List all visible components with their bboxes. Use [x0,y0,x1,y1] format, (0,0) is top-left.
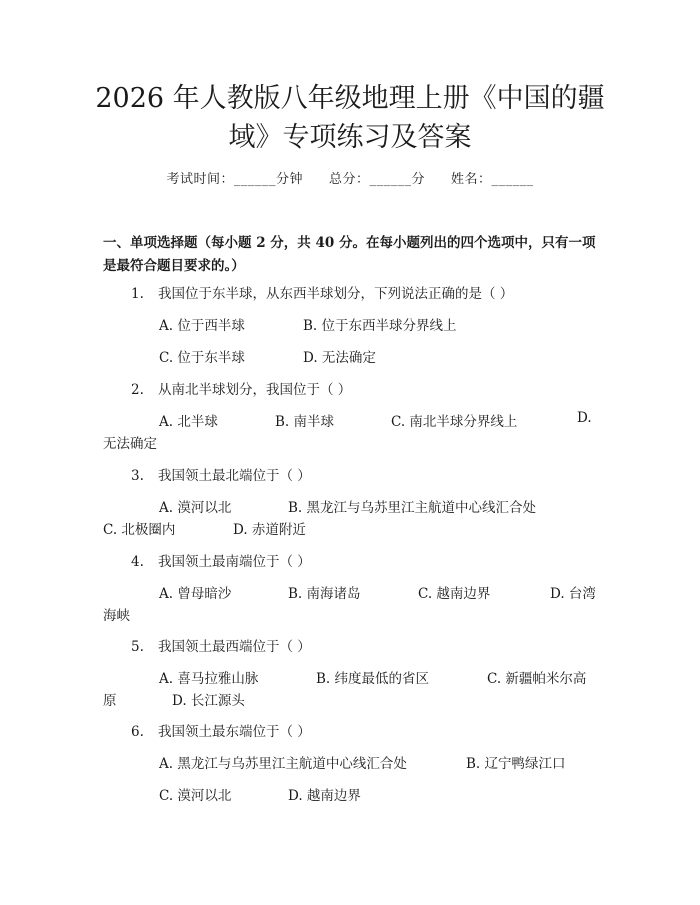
question-stem [131,550,311,570]
option-b: B. 纬度最低的省区 [316,671,430,687]
option-d: D. 无法确定 [303,350,376,366]
question-text: 我国领土最南端位于（ ） [158,554,311,570]
question-text: 我国领土最北端位于（ ） [158,468,311,484]
option-a: A. 曾母暗沙 [159,586,232,602]
question-number: 2. [131,382,144,398]
question-stem [131,720,311,740]
option-b: B. 南海诸岛 [288,586,361,602]
question-stem [131,378,351,398]
question-text: 从南北半球划分，我国位于（ ） [158,382,352,398]
option-c: C. 北极圈内 [103,522,176,538]
question-stem [131,282,513,302]
option-c: C. 越南边界 [418,586,491,602]
option-a: A. 位于西半球 [159,318,245,334]
title-line-2: 域》专项练习及答案 [228,122,472,153]
question-text: 我国领土最西端位于（ ） [158,639,311,655]
option-a: A. 黑龙江与乌苏里江主航道中心线汇合处 [159,756,407,772]
question-number: 5. [131,639,144,655]
option-b: B. 辽宁鸭绿江口 [466,756,566,772]
question-stem [131,464,311,484]
question-text: 我国领土最东端位于（ ） [158,724,311,740]
question-text: 我国位于东半球，从东西半球划分，下列说法正确的是（ ） [158,286,514,302]
option-d: D. 长江源头 [172,693,245,709]
question-number: 6. [131,724,144,740]
exam-meta [0,168,700,187]
option-d-prefix: D. [577,410,592,426]
question-number: 3. [131,468,144,484]
option-c: C. 南北半球分界线上 [391,414,518,430]
option-c-prefix: C. 新疆帕米尔高 [487,671,587,687]
option-a: A. 漠河以北 [159,500,232,516]
section-heading: 一、单项选择题（每小题 2 分，共 40 分。在每小题列出的四个选项中，只有一项是最符合题目要求的。） [103,235,596,274]
option-d: D. 越南边界 [288,788,361,804]
option-a: A. 喜马拉雅山脉 [159,671,259,687]
option-c: C. 漠河以北 [159,788,232,804]
option-c: C. 位于东半球 [159,350,245,366]
option-b: B. 南半球 [275,414,335,430]
option-d-text: 无法确定 [103,436,157,452]
option-b: B. 黑龙江与乌苏里江主航道中心线汇合处 [288,500,537,516]
option-c-text: 原 [103,693,117,709]
title-line-1: 2026 年人教版八年级地理上册《中国的疆 [95,83,605,114]
question-number: 4. [131,554,144,570]
question-number: 1. [131,286,144,302]
exam-time: 考试时间：______分钟 [166,172,303,187]
option-d: D. 赤道附近 [233,522,306,538]
exam-score: 总分：______分 [328,172,425,187]
option-a: A. 北半球 [159,414,218,430]
exam-name: 姓名：______ [451,172,534,187]
question-stem [131,635,311,655]
option-b: B. 位于东西半球分界线上 [303,318,457,334]
option-d-text: 海峡 [103,608,130,624]
option-d-prefix: D. 台湾 [550,586,596,602]
